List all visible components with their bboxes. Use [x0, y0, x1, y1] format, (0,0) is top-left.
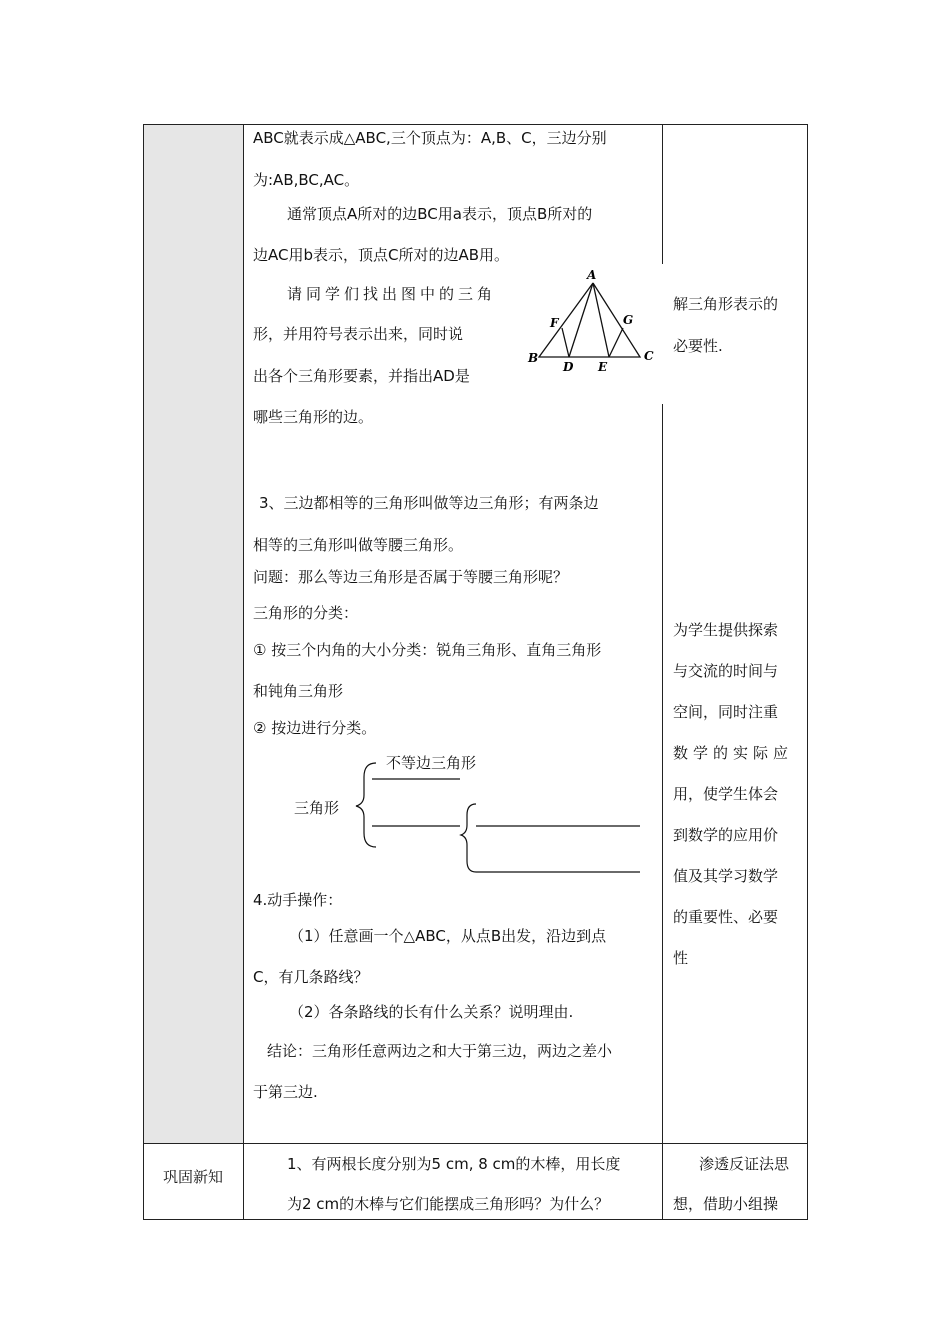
para2-line1: 通常顶点A所对的边BC用a表示，顶点B所对的	[287, 205, 593, 223]
para3-line2: 形，并用符号表示出来，同时说	[253, 325, 464, 343]
table-right-border	[807, 124, 808, 1220]
label-D: D	[563, 360, 574, 374]
right-note1-line1: 解三角形表示的	[673, 295, 779, 313]
label-B: B	[528, 351, 539, 365]
right-note2-line3: 空间，同时注重	[673, 703, 779, 721]
table-left-border	[143, 124, 144, 1220]
outer-brace	[356, 763, 376, 847]
table-col-divider-2-lower	[662, 404, 663, 1220]
para1-line2: 为:AB,BC,AC。	[253, 171, 360, 189]
para3-line4: 哪些三角形的边。	[253, 408, 374, 426]
question-text: 问题：那么等边三角形是否属于等腰三角形呢？	[253, 568, 569, 586]
task2-text: （2）各条路线的长有什么关系？说明理由.	[289, 1003, 574, 1021]
triangle-figure	[525, 265, 660, 377]
task1-line2: C，有几条路线？	[253, 968, 369, 986]
right-note2-line1: 为学生提供探索	[673, 621, 779, 639]
label-C: C	[644, 349, 654, 363]
right-note2-line4: 数学的实际应	[673, 744, 794, 762]
classify2-text: ② 按边进行分类。	[253, 719, 377, 737]
right-note2-line6: 到数学的应用价	[673, 826, 779, 844]
right-note2-line9: 性	[673, 949, 689, 967]
label-F: F	[550, 316, 559, 330]
classify-title: 三角形的分类：	[253, 604, 359, 622]
segment-AE	[593, 283, 609, 357]
table-col-divider-2-upper	[662, 124, 663, 264]
para4-line1: 3、三边都相等的三角形叫做等边三角形；有两条边	[259, 494, 599, 512]
task1-line1: （1）任意画一个△ABC，从点B出发，沿边到点	[289, 927, 607, 945]
label-G: G	[623, 313, 634, 327]
segment-EG	[609, 328, 623, 357]
conclusion-line2: 于第三边.	[253, 1083, 318, 1101]
classification-tree-brackets	[350, 755, 645, 880]
segment-AD	[569, 283, 593, 357]
classify1-line2: 和钝角三角形	[253, 682, 344, 700]
classify1-line1: ① 按三个内角的大小分类：锐角三角形、直角三角形	[253, 641, 602, 659]
bottom-row-label: 巩固新知	[162, 1168, 223, 1186]
bottom-note-line1: 渗透反证法思	[699, 1155, 790, 1173]
bottom-note-line2: 想，借助小组操	[673, 1195, 779, 1213]
para4-line2: 相等的三角形叫做等腰三角形。	[253, 536, 464, 554]
right-note2-line2: 与交流的时间与	[673, 662, 779, 680]
bottom-text-line1: 1、有两根长度分别为5 cm, 8 cm的木棒，用长度	[287, 1155, 621, 1173]
para1-line1: ABC就表示成△ABC,三个顶点为：A,B、C，三边分别	[253, 129, 607, 147]
label-A: A	[587, 268, 597, 282]
tree-root-label: 三角形	[294, 799, 340, 817]
right-note2-line8: 的重要性、必要	[673, 908, 779, 926]
right-note2-line5: 用，使学生体会	[673, 785, 779, 803]
left-column-shaded-cell	[143, 125, 243, 1143]
para3-line3: 出各个三角形要素，并指出AD是	[253, 367, 470, 385]
tree-branch1-label: 不等边三角形	[386, 754, 477, 772]
table-col-divider-1	[243, 124, 244, 1220]
segment-DF	[562, 328, 569, 357]
right-note2-line7: 值及其学习数学	[673, 867, 779, 885]
task-title: 4.动手操作：	[253, 891, 343, 909]
para2-line2: 边AC用b表示，顶点C所对的边AB用。	[253, 246, 510, 264]
bottom-text-line2: 为2 cm的木棒与它们能摆成三角形吗？为什么？	[287, 1195, 610, 1213]
conclusion-line1: 结论：三角形任意两边之和大于第三边，两边之差小	[267, 1042, 613, 1060]
para3-line1: 请同学们找出图中的三角	[287, 285, 497, 303]
right-note1-line2: 必要性.	[673, 337, 723, 355]
label-E: E	[598, 360, 608, 374]
inner-brace	[461, 804, 476, 872]
